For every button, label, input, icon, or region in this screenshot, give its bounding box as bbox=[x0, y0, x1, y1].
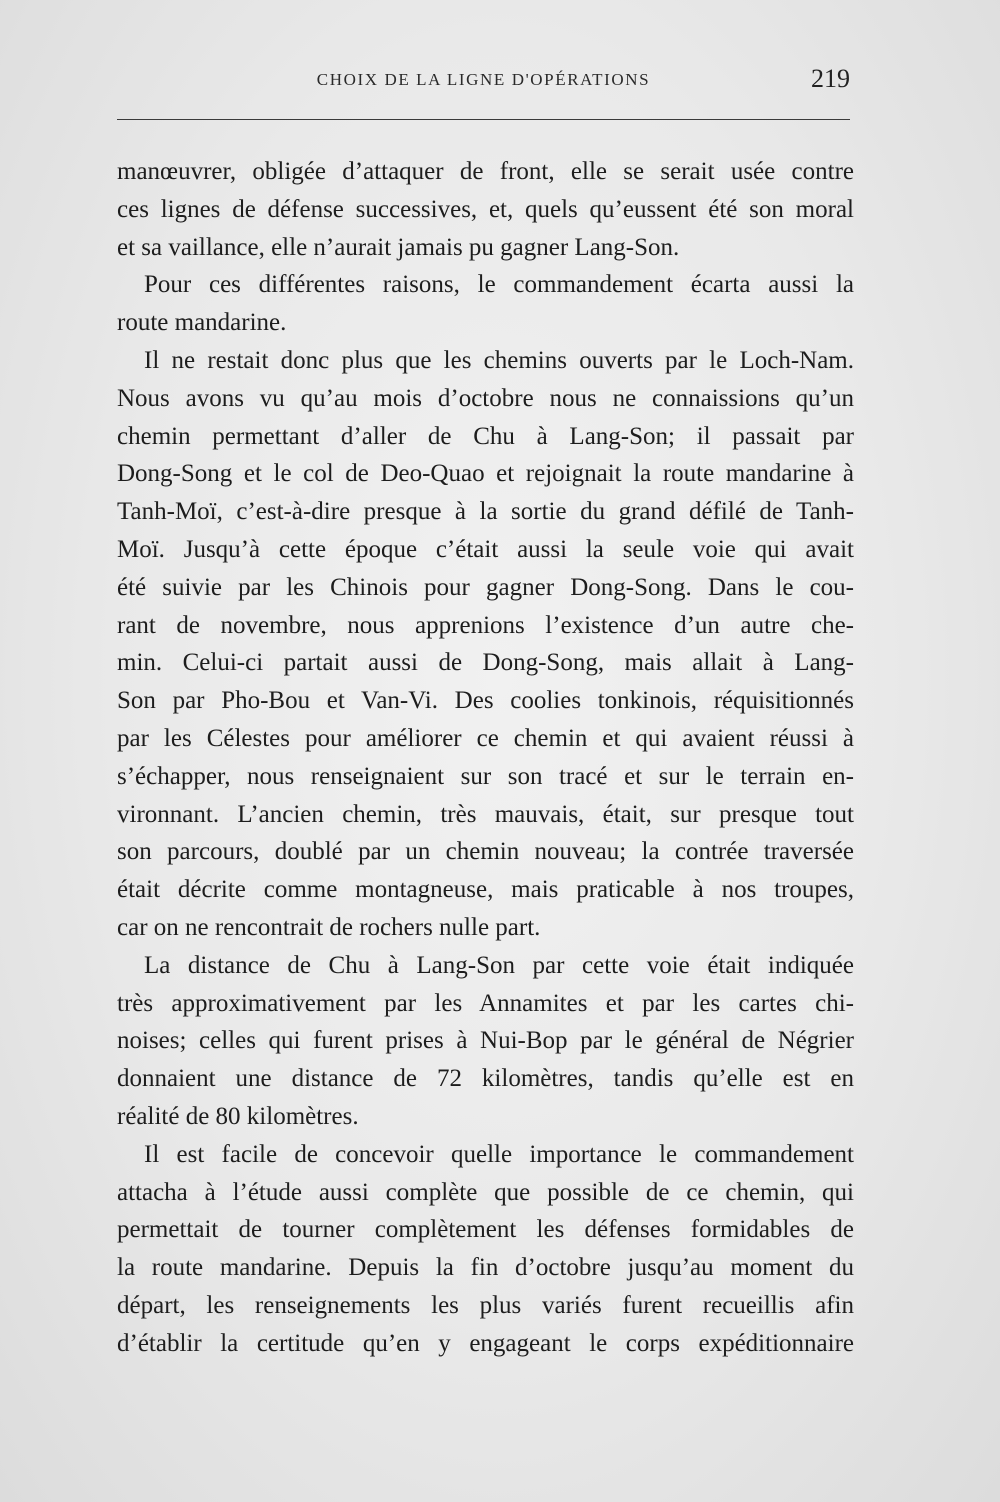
text-line: son parcours, doublé par un chemin nouveau; la contrée traversée bbox=[117, 838, 854, 866]
text-line: ces lignes de défense successives, et, quels qu’eussent été son moral bbox=[117, 195, 854, 223]
running-head bbox=[117, 64, 850, 100]
header-rule bbox=[117, 119, 850, 120]
text-line: donnaient une distance de 72 kilomètres, tandis qu’elle est en bbox=[117, 1065, 854, 1093]
text-line: s’échapper, nous renseignaient sur son tracé et sur le terrain en- bbox=[117, 762, 854, 790]
text-line: réalité de 80 kilomètres. bbox=[117, 1102, 359, 1130]
text-line: Tanh-Moï, c’est-à-dire presque à la sortie du grand défilé de Tanh- bbox=[117, 498, 854, 526]
text-line: par les Célestes pour améliorer ce chemin et qui avaient réussi à bbox=[117, 724, 854, 752]
text-line: vironnant. L’ancien chemin, très mauvais, était, sur presque tout bbox=[117, 800, 854, 828]
text-line: et sa vaillance, elle n’aurait jamais pu gagner Lang-Son. bbox=[117, 233, 680, 261]
text-line: Dong-Song et le col de Deo-Quao et rejoignait la route mandarine à bbox=[117, 460, 854, 488]
text-line: attacha à l’étude aussi complète que possible de ce chemin, qui bbox=[117, 1178, 854, 1206]
paragraph-first-line: Pour ces différentes raisons, le commandement écarta aussi la bbox=[144, 271, 854, 299]
text-line: car on ne rencontrait de rochers nulle part. bbox=[117, 913, 541, 941]
text-line: chemin permettant d’aller de Chu à Lang-Son; il passait par bbox=[117, 422, 854, 450]
text-line: très approximativement par les Annamites et par les cartes chi- bbox=[117, 989, 854, 1017]
running-title: CHOIX DE LA LIGNE D'OPÉRATIONS bbox=[316, 70, 651, 89]
text-line: route mandarine. bbox=[117, 309, 287, 337]
paragraph-first-line: La distance de Chu à Lang-Son par cette voie était indiquée bbox=[144, 951, 854, 979]
text-line: été suivie par les Chinois pour gagner Dong-Song. Dans le cou- bbox=[117, 573, 854, 601]
text-line: permettait de tourner complètement les défenses formidables de bbox=[117, 1216, 854, 1244]
paragraph-first-line: Il est facile de concevoir quelle importance le commandement bbox=[144, 1140, 854, 1168]
page-number: 219 bbox=[811, 64, 850, 93]
text-line: Nous avons vu qu’au mois d’octobre nous ne connaissions qu’un bbox=[117, 384, 854, 412]
text-line: Moï. Jusqu’à cette époque c’était aussi la seule voie qui avait bbox=[117, 535, 854, 563]
text-line: manœuvrer, obligée d’attaquer de front, elle se serait usée contre bbox=[117, 158, 854, 185]
text-line: noises; celles qui furent prises à Nui-Bop par le général de Négrier bbox=[117, 1027, 854, 1055]
text-line: Son par Pho-Bou et Van-Vi. Des coolies tonkinois, réquisitionnés bbox=[117, 687, 854, 715]
text-line: départ, les renseignements les plus variés furent recueillis afin bbox=[117, 1291, 854, 1319]
text-line: rant de novembre, nous apprenions l’existence d’un autre che- bbox=[117, 611, 854, 639]
text-line: d’établir la certitude qu’en y engageant le corps expéditionnaire bbox=[117, 1329, 854, 1357]
body-text bbox=[117, 153, 854, 1363]
text-line: min. Celui-ci partait aussi de Dong-Song, mais allait à Lang- bbox=[117, 649, 854, 677]
text-line: était décrite comme montagneuse, mais praticable à nos troupes, bbox=[117, 876, 854, 904]
paragraph-first-line: Il ne restait donc plus que les chemins ouverts par le Loch-Nam. bbox=[144, 346, 854, 374]
text-line: la route mandarine. Depuis la fin d’octobre jusqu’au moment du bbox=[117, 1254, 854, 1282]
